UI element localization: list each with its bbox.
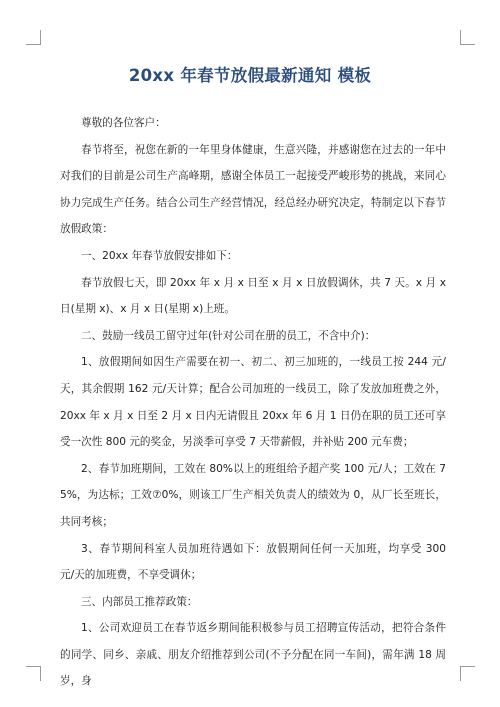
- crop-mark-bottom-right: [460, 666, 475, 681]
- referral-policy-paragraph: 1、公司欢迎员工在春节返乡期间能积极参与员工招聘宣传活动，把符合条件的同学、同乡、亲戚、朋友介绍推荐到公司(不予分配在同一车间)，需年满 18 周岁，身: [60, 622, 446, 688]
- salutation: 尊敬的各位客户：: [81, 117, 166, 129]
- section-3-heading: 三、内部员工推荐政策：: [81, 595, 198, 608]
- crop-mark-top-right: [460, 30, 475, 45]
- crop-mark-top-left: [26, 30, 41, 45]
- document-title: 20xx 年春节放假最新通知 模板: [128, 66, 372, 85]
- document-body: [60, 110, 446, 695]
- intro-paragraph: 春节将至，祝您在新的一年里身体健康，生意兴隆，并感谢您在过去的一年中对我们的目前是公司生产高峰期，感谢全体员工一起接受严峻形势的挑战，来同心协力完成生产任务。结合公司生产经营情况，经总经办研究决定，特制定以下春节放假政策：: [60, 143, 446, 236]
- overtime-pay-paragraph: 1、放假期间如因生产需要在初一、初二、初三加班的，一线员工按 244 元/天，其余假期 162 元/天计算；配合公司加班的一线员工，除了发放加班费之外，20xx 年 x 月 x 日至 2 月 x 日内无请假且 20xx 年 6 月 1 日仍在职的员工还可享受一次性 800 元的奖金，另淡季可享受 7 天带薪假，并补贴 200 元车费；: [60, 356, 446, 449]
- holiday-schedule-paragraph: 春节放假七天，即 20xx 年 x 月 x 日至 x 月 x 日放假调休，共 7 天。x 月 x 日(星期 x)、x 月 x 日(星期 x)上班。: [60, 276, 446, 316]
- crop-mark-bottom-left: [26, 666, 41, 681]
- section-1-heading: 一、20xx 年春节放假安排如下：: [81, 249, 238, 262]
- efficiency-bonus-paragraph: 2、春节加班期间，工效在 80%以上的班组给予超产奖 100 元/人；工效在 75%，为达标；工效⑦0%，则该工厂生产相关负责人的绩效为 0，从厂长至班长，共同考核；: [60, 462, 446, 528]
- office-staff-overtime-paragraph: 3、春节期间科室人员加班待遇如下：放假期间任何一天加班，均享受 300 元/天的加班费，不享受调休；: [60, 542, 446, 582]
- section-2-heading: 二、鼓励一线员工留守过年(针对公司在册的员工，不含中介)：: [81, 329, 376, 342]
